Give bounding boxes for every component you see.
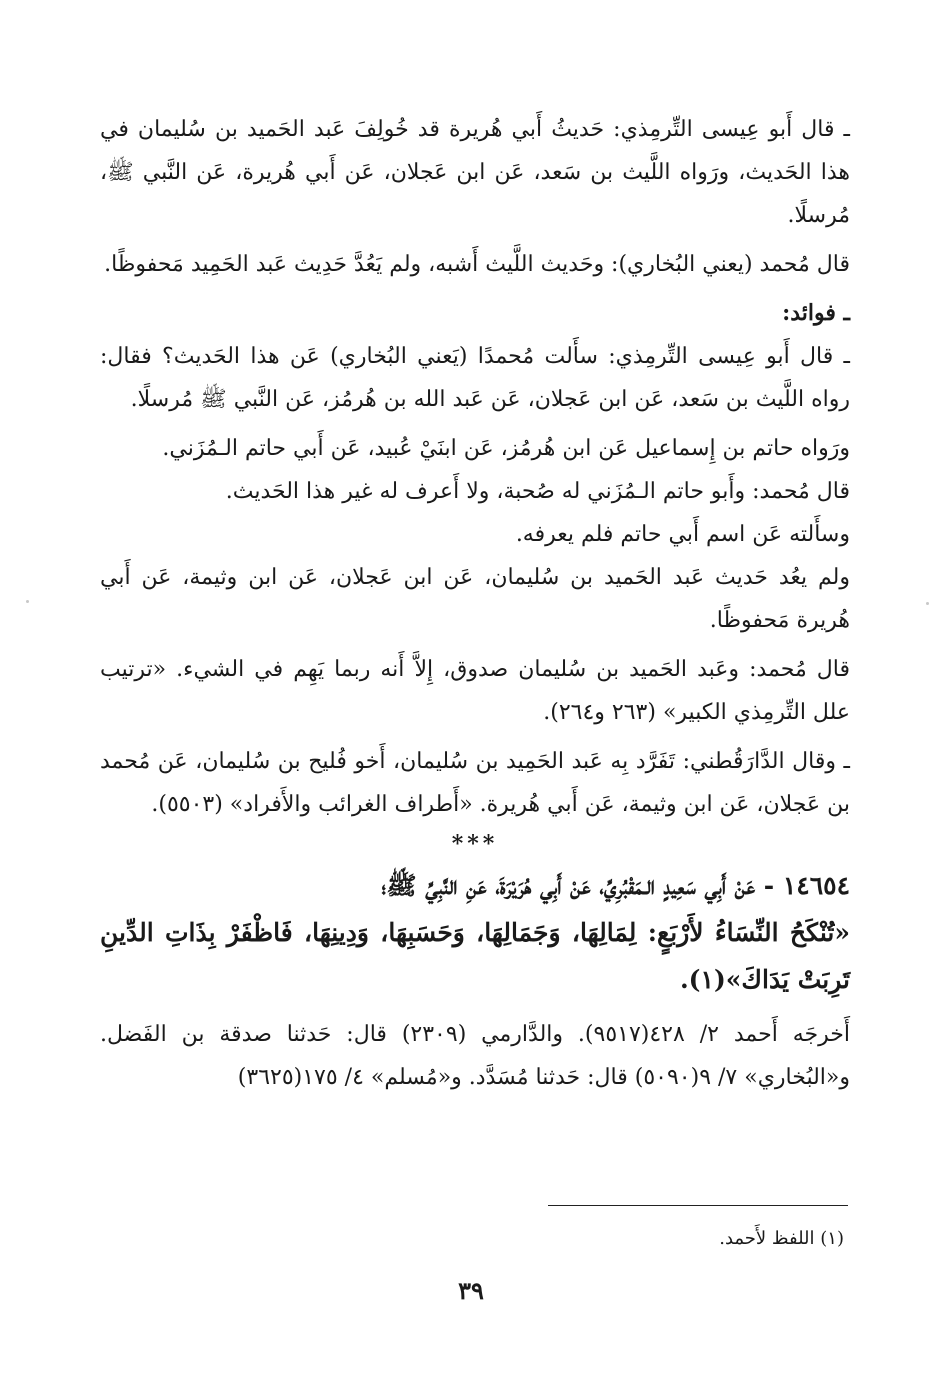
paragraph-truthful: قال مُحمد: وعَبد الحَميد بن سُليمان صدوق، إِلاَّ أَنه ربما يَهِم في الشيء. «ترتيب علل التِّرمِذي الكبير» (٢٦٣ و٢٦٤). [100, 657, 850, 725]
paragraph-bukhari-opinion: قال مُحمد (يعني البُخاري): وحَديث اللَّيث أَشبه، ولم يَعُدَّ حَدِيث عَبد الحَمِيد مَحفوظًا. [104, 252, 850, 277]
hadith-text [100, 909, 850, 1003]
paragraph-daraqutni: ـ وقال الدَّارَقُطني: تَفَرَّد بِه عَبد الحَمِيد بن سُليمان، أَخو فُليح بن سُليمان، عَن مُحمد بن عَجلان، عَن ابن وثيمة، عَن أَبي هُريرة. «أَطراف الغرائب والأَفراد» (٥٥٠٣). [100, 749, 850, 817]
scan-speck [26, 600, 29, 603]
paragraph-abu-hatim-companion: قال مُحمد: وأَبو حاتم الـمُزَني له صُحبة، ولا أَعرف له غير هذا الحَديث. [225, 479, 850, 504]
section-separator: *** [451, 831, 499, 857]
paragraph-hatim-narration: ورَواه حاتم بن إِسماعيل عَن ابن هُرمُز، عَن ابنَيْ عُبيد، عَن أَبي حاتم الـمُزَني. [162, 436, 850, 461]
main-text [100, 108, 850, 1099]
paragraph-takhrij: أَخرجَه أَحمد ٢/ ٤٢٨(٩٥١٧). والدَّارمي (٢٣٠٩) قال: حَدثنا صدقة بن الفَضل. و«البُخاري» ٧/ ٩(٥٠٩٠) قال: حَدثنا مُسَدَّد. و«مُسلم» ٤/ ١٧٥(٣٦٢٥) [100, 1022, 850, 1090]
paragraph-name-question: وسأَلته عَن اسم أَبي حاتم فلم يعرفه. [515, 522, 850, 547]
hadith-intro: ١٤٦٥٤ - عَنْ أَبِي سَعِيدٍ الـمَقْبُرِيِّ، عَنْ أَبِي هُرَيْرَةَ، عَنِ النَّبِيِّ ﷺ؛ [381, 871, 850, 900]
paragraph-tirmidhi-statement: ـ قال أَبو عِيسى التِّرمِذي: حَديثُ أَبي هُريرة قد خُولِفَ عَبد الحَميد بن سُليمان في هذا الحَديث، ورَواه اللَّيث بن سَعد، عَن ابن عَجلان، عَن أَبي هُريرة، عَن النَّبي ﷺ، مُرسلًا. [100, 117, 850, 228]
benefits-heading: ـ فوائد: [782, 300, 850, 326]
footnote-marker: (١). [679, 965, 726, 994]
hadith-block [100, 862, 850, 1003]
paragraph-not-preserved: ولم يعُد حَديث عَبد الحَميد بن سُليمان، عَن ابن عَجلان، عَن ابن وثيمة، عَن أَبي هُريرة مَحفوظًا. [100, 565, 850, 633]
footnote: (١) اللفظ لأَحمد. [719, 1228, 844, 1249]
paragraph-tirmidhi-question: ـ قال أَبو عِيسى التِّرمِذي: سأَلت مُحمدًا (يَعني البُخاري) عَن هذا الحَديث؟ فقال: رواه اللَّيث بن سَعد، عَن ابن عَجلان، عَن عَبد الله بن هُرمُز، عَن النَّبي ﷺ مُرسلًا. [100, 344, 850, 412]
footnote-divider [548, 1205, 848, 1206]
hadith-matn: «تُنْكَحُ النِّسَاءُ لأَرْبَعٍ: لِمَالِهَا، وَجَمَالِهَا، وَحَسَبِهَا، وَدِينِهَا، فَاظْفَرْ بِذَاتِ الدِّينِ تَرِبَتْ يَدَاكَ» [100, 918, 850, 994]
scan-speck [926, 602, 929, 605]
page-number: ٣٩ [458, 1276, 484, 1305]
